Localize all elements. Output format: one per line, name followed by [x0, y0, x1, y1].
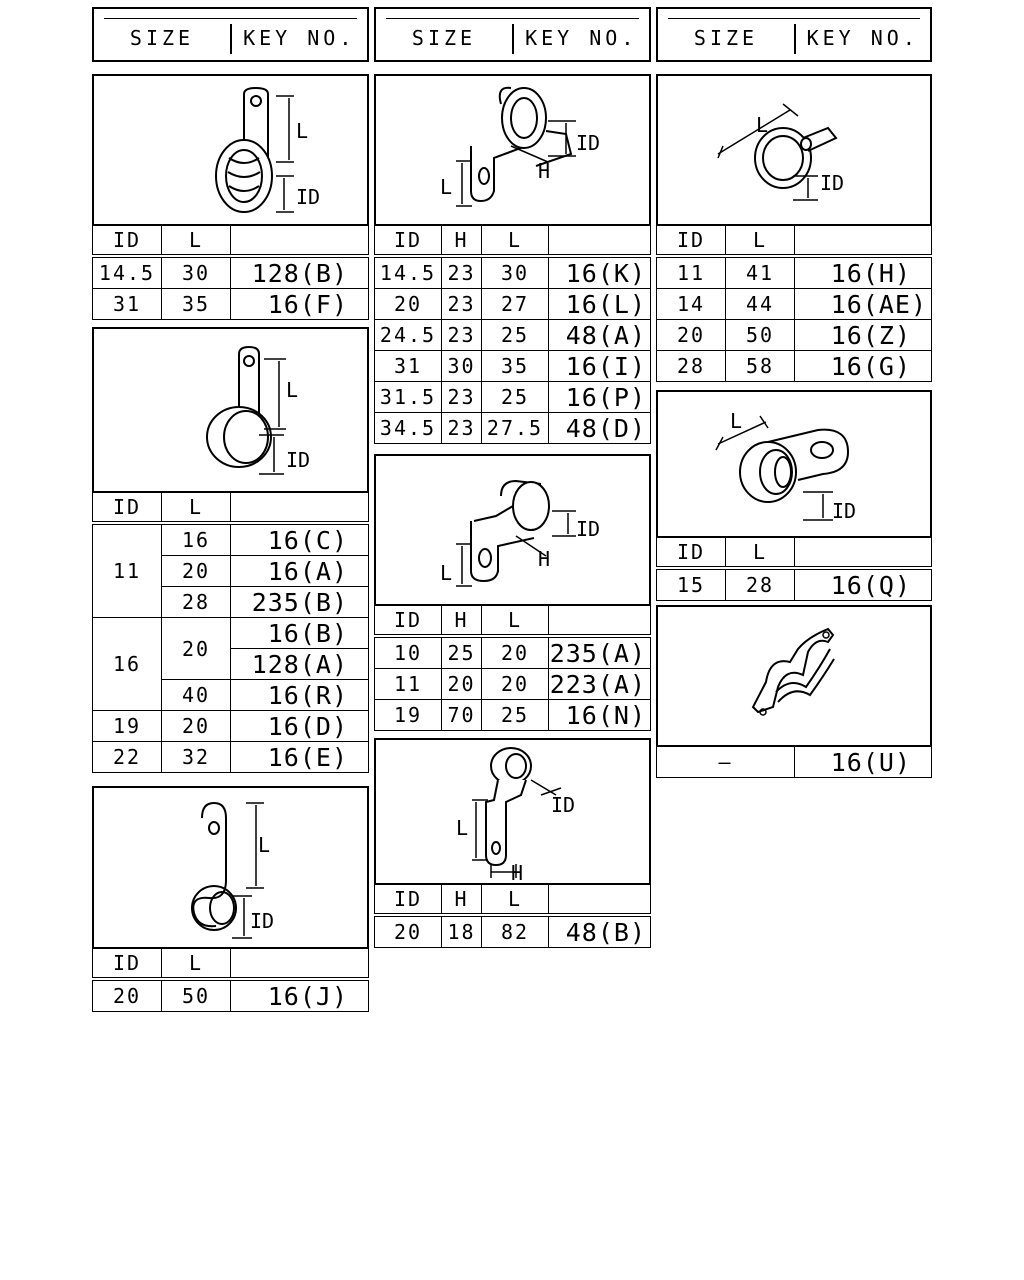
col-key [549, 226, 651, 257]
col-id: ID [93, 949, 162, 980]
col-l: L [726, 226, 795, 257]
clamp-figure-5 [374, 454, 651, 606]
cell-l: 25 [482, 382, 549, 413]
clamp-figure-4 [374, 74, 651, 226]
dim-l: L [440, 175, 453, 199]
cell-l: 58 [726, 351, 795, 382]
table-row [657, 747, 932, 778]
clamp-figure-3 [92, 786, 369, 949]
cell-l: 50 [726, 320, 795, 351]
cell-id: 34.5 [375, 413, 442, 444]
col-id: ID [375, 226, 442, 257]
clamp-table-5 [374, 605, 651, 731]
cell-key: 16(C) [231, 523, 369, 556]
cell-key: 235(B) [231, 587, 369, 618]
cell-h: 23 [442, 320, 482, 351]
cell-key: 16(U) [795, 747, 932, 778]
cell-l: 32 [162, 742, 231, 773]
table-row [375, 700, 651, 731]
dim-l: L [296, 119, 309, 143]
dim-l: L [730, 409, 743, 433]
cell-l: 50 [162, 979, 231, 1012]
cell-key: 128(A) [231, 649, 369, 680]
cell-key: 16(Z) [795, 320, 932, 351]
dim-id: ID [551, 793, 576, 817]
clamp-figure-9 [656, 605, 932, 747]
dim-h: H [538, 159, 551, 183]
clamp-table-2 [92, 492, 369, 773]
clamp-table-8 [656, 537, 932, 601]
table-row [657, 351, 932, 382]
clamp-table-9 [656, 746, 932, 778]
cell-id: 20 [375, 915, 442, 948]
cell-l: 20 [482, 636, 549, 669]
loop-clamp-drawing [94, 329, 367, 491]
cell-l: 20 [162, 556, 231, 587]
cell-key: 16(G) [795, 351, 932, 382]
clamp-figure-2 [92, 327, 369, 493]
size-header: SIZE [693, 25, 759, 50]
cell-key: 16(L) [549, 289, 651, 320]
cell-key: 16(P) [549, 382, 651, 413]
clamp-table-7 [656, 225, 932, 382]
dim-id: ID [296, 185, 321, 209]
cell-l: 16 [162, 523, 231, 556]
clamp-table-3 [92, 948, 369, 1012]
table-row [93, 523, 369, 556]
table-row [375, 636, 651, 669]
cell-id: 11 [93, 523, 162, 618]
cell-id: 20 [375, 289, 442, 320]
dim-id: ID [286, 448, 311, 472]
clamp-table-1 [92, 225, 369, 320]
cell-key: 16(J) [231, 979, 369, 1012]
cell-key: 16(F) [231, 289, 369, 320]
cell-l: 28 [726, 568, 795, 601]
cushion-clamp-drawing [94, 76, 367, 224]
p-clamp-drawing [94, 788, 367, 947]
col-id: ID [93, 493, 162, 524]
cell-h: 23 [442, 256, 482, 289]
cell-key: 16(Q) [795, 568, 932, 601]
cell-id: 16 [93, 618, 162, 711]
col-l: L [726, 538, 795, 569]
table-row [93, 289, 369, 320]
cell-l: 25 [482, 700, 549, 731]
dim-h: H [511, 861, 524, 885]
cell-l: 40 [162, 680, 231, 711]
col-id: ID [375, 606, 442, 637]
dim-l: L [756, 113, 769, 137]
table-row [375, 351, 651, 382]
cell-l: 30 [162, 256, 231, 289]
table-row [375, 320, 651, 351]
cell-h: 23 [442, 382, 482, 413]
clamp-figure-1 [92, 74, 369, 226]
dim-id: ID [820, 171, 845, 195]
cushion-strap-clamp-drawing [658, 392, 930, 536]
cell-h: 20 [442, 669, 482, 700]
cell-id: 20 [657, 320, 726, 351]
dim-l: L [286, 378, 299, 402]
table-row [93, 256, 369, 289]
dim-id: ID [832, 499, 857, 523]
col-l: L [162, 493, 231, 524]
cell-id: 31 [93, 289, 162, 320]
key-no-header: KEY NO. [525, 25, 638, 50]
cell-id: 14 [657, 289, 726, 320]
cell-id: 11 [375, 669, 442, 700]
saddle-clamp-drawing [376, 76, 649, 224]
cell-l: 25 [482, 320, 549, 351]
cell-key: 16(AE) [795, 289, 932, 320]
cell-l: 20 [162, 618, 231, 680]
cell-key: 128(B) [231, 256, 369, 289]
col-key [549, 885, 651, 916]
table-row [93, 711, 369, 742]
table-row [657, 256, 932, 289]
col-key [231, 949, 369, 980]
cell-key: 16(R) [231, 680, 369, 711]
table-row [375, 256, 651, 289]
cell-key: 48(D) [549, 413, 651, 444]
cell-size: — [657, 747, 795, 778]
cell-l: 35 [162, 289, 231, 320]
cell-id: 28 [657, 351, 726, 382]
col-l: L [482, 606, 549, 637]
cell-h: 25 [442, 636, 482, 669]
dim-l: L [258, 833, 271, 857]
col-key [795, 226, 932, 257]
col-l: L [162, 226, 231, 257]
table-row [375, 289, 651, 320]
cell-l: 27.5 [482, 413, 549, 444]
ring-clamp-drawing [658, 76, 930, 224]
cell-l: 27 [482, 289, 549, 320]
cell-id: 31.5 [375, 382, 442, 413]
cell-key: 48(B) [549, 915, 651, 948]
size-header: SIZE [129, 25, 195, 50]
clamp-table-4 [374, 225, 651, 444]
cell-key: 235(A) [549, 636, 651, 669]
double-clamp-drawing [658, 607, 930, 745]
dim-l: L [456, 816, 469, 840]
col-h: H [442, 885, 482, 916]
cell-l: 35 [482, 351, 549, 382]
col-l: L [482, 885, 549, 916]
cell-key: 16(E) [231, 742, 369, 773]
cell-id: 11 [657, 256, 726, 289]
table-row [375, 382, 651, 413]
header-col2 [374, 7, 651, 62]
cell-l: 41 [726, 256, 795, 289]
dim-h: H [538, 547, 551, 571]
standoff-clamp-drawing [376, 740, 649, 883]
table-row [375, 915, 651, 948]
size-header: SIZE [411, 25, 477, 50]
cell-l: 30 [482, 256, 549, 289]
cell-key: 16(D) [231, 711, 369, 742]
cell-l: 82 [482, 915, 549, 948]
cell-id: 10 [375, 636, 442, 669]
cell-l: 28 [162, 587, 231, 618]
cell-id: 14.5 [375, 256, 442, 289]
dim-id: ID [250, 909, 275, 933]
col-key [231, 493, 369, 524]
key-no-header: KEY NO. [806, 25, 919, 50]
cell-key: 16(K) [549, 256, 651, 289]
header-col1 [92, 7, 369, 62]
col-h: H [442, 606, 482, 637]
table-row [657, 568, 932, 601]
cell-l: 20 [482, 669, 549, 700]
clamp-table-6 [374, 884, 651, 948]
col-key [795, 538, 932, 569]
col-key [231, 226, 369, 257]
table-row [375, 413, 651, 444]
cell-h: 70 [442, 700, 482, 731]
col-key [549, 606, 651, 637]
dim-id: ID [576, 517, 601, 541]
col-l: L [482, 226, 549, 257]
clamp-figure-8 [656, 390, 932, 538]
cell-id: 15 [657, 568, 726, 601]
table-row [657, 289, 932, 320]
cell-id: 14.5 [93, 256, 162, 289]
col-id: ID [93, 226, 162, 257]
cell-id: 24.5 [375, 320, 442, 351]
table-row [375, 669, 651, 700]
cell-key: 16(N) [549, 700, 651, 731]
dim-id: ID [576, 131, 601, 155]
cell-h: 23 [442, 413, 482, 444]
clamp-figure-6 [374, 738, 651, 885]
cell-h: 30 [442, 351, 482, 382]
header-col3 [656, 7, 932, 62]
col-id: ID [657, 226, 726, 257]
table-row [93, 618, 369, 649]
col-l: L [162, 949, 231, 980]
table-row [93, 742, 369, 773]
cell-id: 20 [93, 979, 162, 1012]
col-h: H [442, 226, 482, 257]
table-row [657, 320, 932, 351]
table-row [93, 979, 369, 1012]
cell-l: 20 [162, 711, 231, 742]
cell-id: 19 [93, 711, 162, 742]
cell-key: 223(A) [549, 669, 651, 700]
col-id: ID [657, 538, 726, 569]
cell-id: 22 [93, 742, 162, 773]
cell-key: 16(B) [231, 618, 369, 649]
cell-h: 23 [442, 289, 482, 320]
cell-key: 48(A) [549, 320, 651, 351]
col-id: ID [375, 885, 442, 916]
saddle-clamp-drawing [376, 456, 649, 604]
clamp-figure-7 [656, 74, 932, 226]
cell-key: 16(A) [231, 556, 369, 587]
cell-h: 18 [442, 915, 482, 948]
cell-key: 16(H) [795, 256, 932, 289]
cell-l: 44 [726, 289, 795, 320]
key-no-header: KEY NO. [243, 25, 356, 50]
cell-id: 19 [375, 700, 442, 731]
dim-l: L [440, 561, 453, 585]
cell-key: 16(I) [549, 351, 651, 382]
cell-id: 31 [375, 351, 442, 382]
